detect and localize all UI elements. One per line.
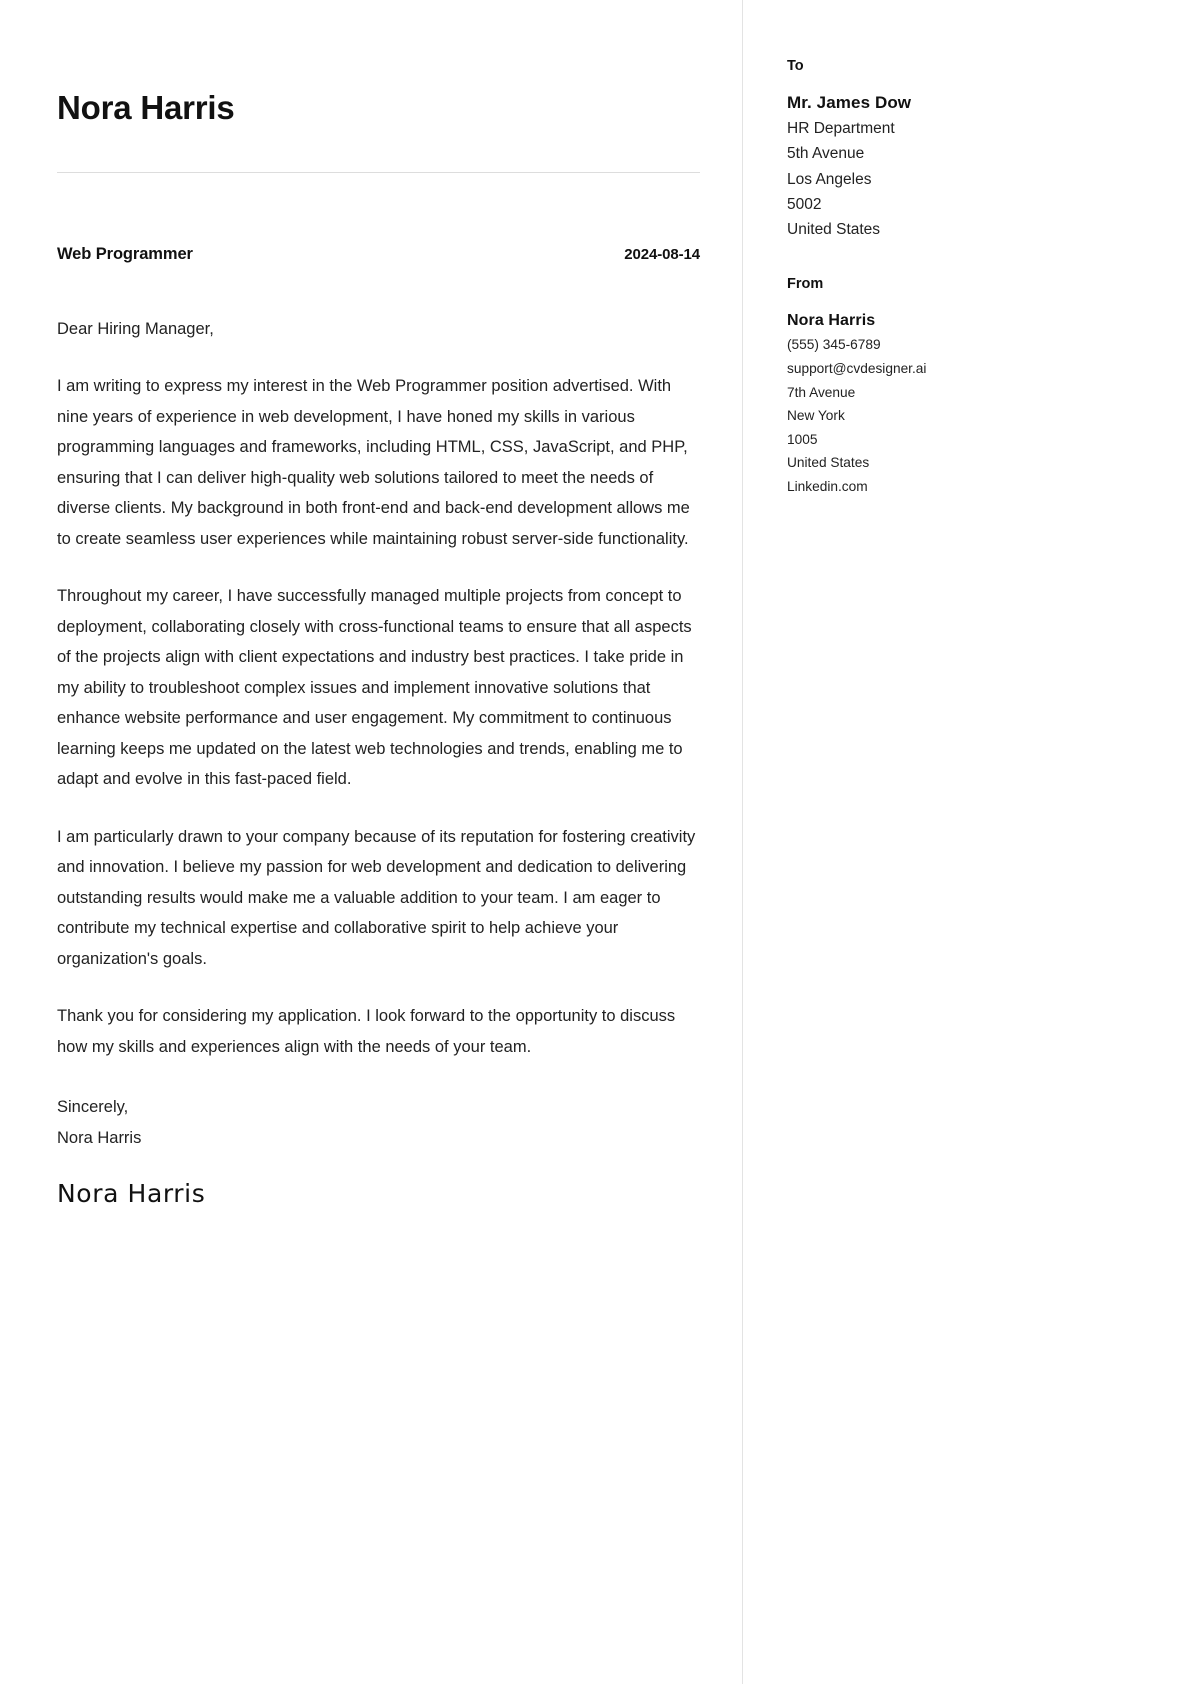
sender-email: support@cvdesigner.ai bbox=[787, 361, 927, 377]
letter-date: 2024-08-14 bbox=[624, 245, 700, 263]
recipient-line: United States bbox=[787, 220, 881, 238]
letter-body bbox=[57, 314, 702, 1209]
sender-label: From bbox=[787, 275, 824, 292]
recipient-label: To bbox=[787, 58, 804, 74]
sender-line: New York bbox=[787, 408, 845, 424]
sender-line: 7th Avenue bbox=[787, 384, 856, 400]
signature: Nora Harris bbox=[57, 1179, 206, 1209]
sender-block bbox=[787, 276, 1160, 499]
letter-sidebar bbox=[742, 0, 1200, 1684]
job-title: Web Programmer bbox=[57, 244, 193, 263]
body-paragraph-1: I am writing to express my interest in the Web Programmer position advertised. With nine years of experience in web development, I have honed my skills in various programming languages and frameworks, including HTML, CSS, JavaScript, and PHP, ensuring that I can deliver high-quality web solutions tailored to meet the needs of diverse clients. My background in both front-end and back-end development allows me to create seamless user experiences while maintaining robust server-side functionality. bbox=[57, 377, 690, 548]
salutation: Dear Hiring Manager, bbox=[57, 319, 214, 338]
recipient-line: 5th Avenue bbox=[787, 145, 865, 163]
page-title: Nora Harris bbox=[57, 89, 235, 126]
closing-block bbox=[57, 1092, 702, 1153]
recipient-line: HR Department bbox=[787, 120, 895, 138]
body-paragraph-2: Throughout my career, I have successfully managed multiple projects from concept to deployment, collaborating closely with cross-functional teams to ensure that all aspects of the projects align with client expectations and industry best practices. I take pride in my ability to troubleshoot complex issues and implement innovative solutions that enhance website performance and user engagement. My commitment to continuous learning keeps me updated on the latest web technologies and trends, enabling me to adapt and evolve in this fast-paced field. bbox=[57, 587, 692, 789]
body-paragraph-3: I am particularly drawn to your company because of its reputation for fostering creativity and innovation. I believe my passion for web development and dedication to delivering outstanding results would make me a valuable addition to your team. I am eager to contribute my technical expertise and collaborative spirit to help achieve your organization's goals. bbox=[57, 827, 696, 968]
closing-word: Sincerely, bbox=[57, 1098, 129, 1117]
sender-name: Nora Harris bbox=[787, 311, 876, 329]
recipient-line: 5002 bbox=[787, 195, 822, 213]
column-divider bbox=[742, 0, 743, 1684]
recipient-block bbox=[787, 58, 1160, 242]
body-paragraph-4: Thank you for considering my application. I look forward to the opportunity to discuss how my skills and experiences align with the needs of your team. bbox=[57, 1007, 676, 1056]
subject-row bbox=[57, 245, 700, 264]
recipient-name: Mr. James Dow bbox=[787, 93, 912, 112]
sender-phone: (555) 345-6789 bbox=[787, 337, 881, 353]
sender-website: Linkedin.com bbox=[787, 478, 868, 494]
closing-name: Nora Harris bbox=[57, 1128, 142, 1147]
header-divider bbox=[57, 172, 700, 173]
sender-line: United States bbox=[787, 455, 870, 471]
recipient-line: Los Angeles bbox=[787, 170, 872, 188]
sender-line: 1005 bbox=[787, 431, 818, 447]
